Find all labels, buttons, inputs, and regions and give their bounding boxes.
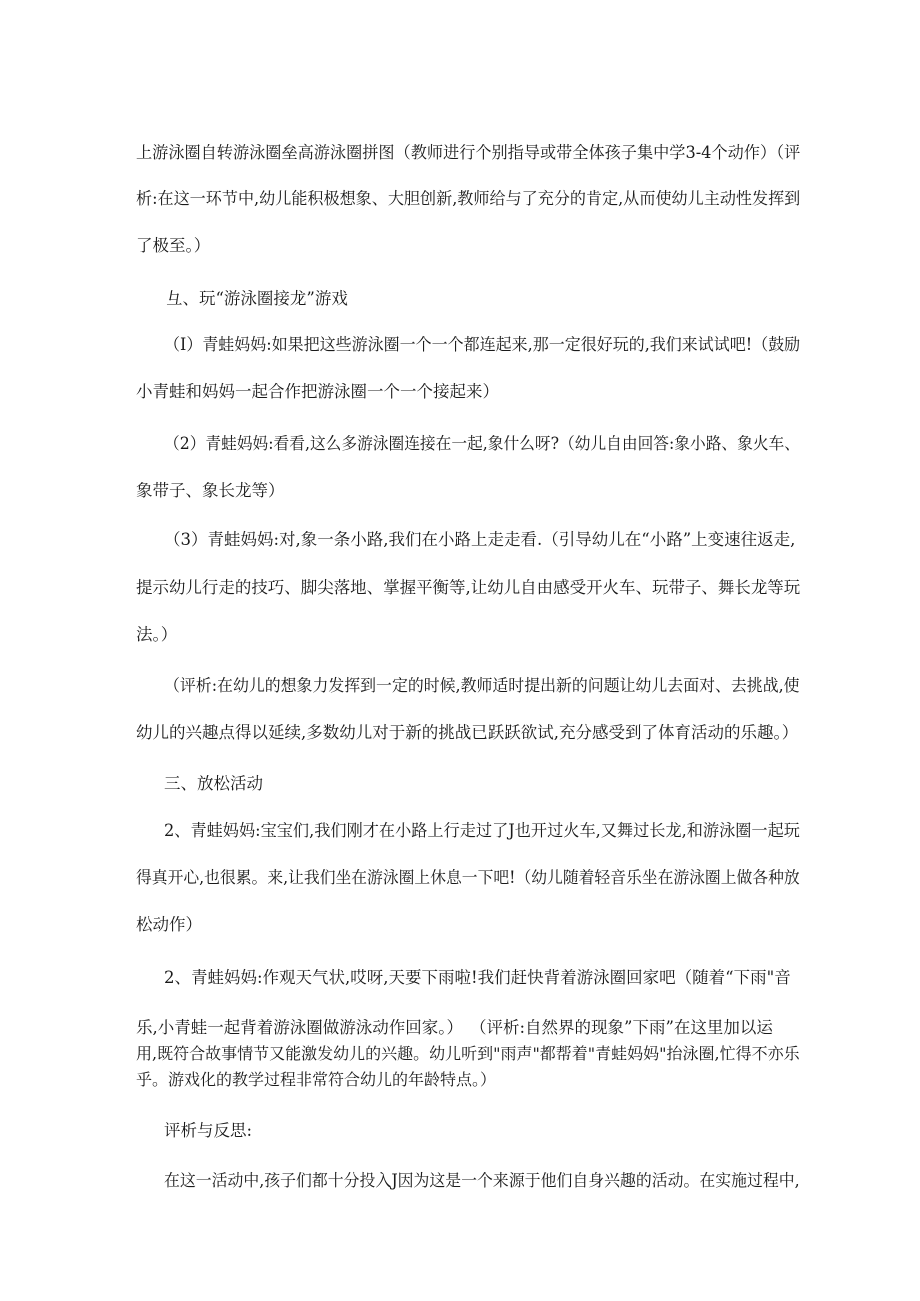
line-text: 析:在这一环节中,幼儿能积极想象、大胆创新,教师给与了充分的肯定,从而使幼儿主动性发挥到 <box>136 189 801 208</box>
line-text: 了极至。） <box>136 236 211 255</box>
line-text: 象带子、象长龙等） <box>136 481 285 500</box>
line-text: （I）青蛙妈妈:如果把这些游泳圈一个一个都连起来,那一定很好玩的,我们来试试吧!（鼓励 <box>164 335 801 354</box>
line-text: 用,既符合故事情节又能激发幼儿的兴趣。幼儿听到"雨声"都帮着"青蛙妈妈"抬泳圈,忙得不亦乐 <box>136 1044 800 1063</box>
line-text: 乎。游戏化的教学过程非常符合幼儿的年龄特点。） <box>136 1070 497 1089</box>
line-text: 在这一活动中,孩子们都十分投入J因为这是一个来源于他们自身兴趣的活动。在实施过程中, <box>164 1171 800 1190</box>
line-text: 松动作） <box>136 915 202 934</box>
line-text: 提示幼儿行走的技巧、脚尖落地、掌握平衡等,让幼儿自由感受开火车、玩带子、舞长龙等玩 <box>136 578 801 597</box>
line-text: （3）青蛙妈妈:对,象一条小路,我们在小路上走走看.（引导幼儿在“小路”上变速往返走, <box>164 530 796 549</box>
line-text: 小青蛙和妈妈一起合作把游泳圈一个一个接起来） <box>136 382 499 401</box>
line-text: 幼儿的兴趣点得以延续,多数幼儿对于新的挑战已跃跃欲试,充分感受到了体育活动的乐趣。） <box>136 723 799 742</box>
line-text: 2、青蛙妈妈:宝宝们,我们刚才在小路上行走过了J也开过火车,又舞过长龙,和游泳圈一起玩 <box>164 821 800 840</box>
line-text: （评析:在幼儿的想象力发挥到一定的时候,教师适时提出新的问题让幼儿去面对、去挑战,使 <box>164 676 800 695</box>
line-text: 法。） <box>136 625 178 644</box>
line-text: （评析:自然界的现象”下雨”在这里加以运 <box>470 1018 773 1037</box>
line-text: 2、青蛙妈妈:作观天气状,哎呀,天要下雨啦!我们赶快背着游泳圈回家吧（随着“下雨"音 <box>164 968 791 987</box>
line-text: 乐,小青蛙一起背着游泳圈做游泳动作回家。） <box>136 1018 463 1037</box>
line-text: 上游泳圈自转游泳圈垒高游泳圈拼图（教师进行个别指导或带全体孩子集中学3-4个动作）（评 <box>136 143 801 162</box>
line-text: （2）青蛙妈妈:看看,这么多游泳圈连接在一起,象什么呀?（幼儿自由回答:象小路、象火车、 <box>164 434 800 453</box>
line-text: 评析与反思: <box>164 1121 253 1140</box>
line-text: 三、放松活动 <box>164 774 263 793</box>
line-text: 彑、玩“游泳圈接龙”游戏 <box>166 289 348 308</box>
line-text: 得真开心,也很累。来,让我们坐在游泳圈上休息一下吧!（幼儿随着轻音乐坐在游泳圈上做各种放 <box>136 868 800 887</box>
